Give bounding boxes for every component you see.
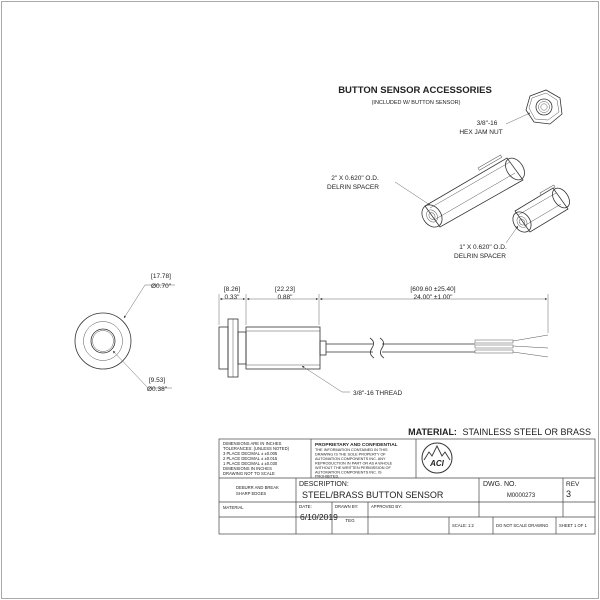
- front-view: [75, 273, 175, 393]
- approved-label: APPROVED BY:: [371, 504, 402, 509]
- drawn-by-label: DRAWN BY:: [335, 504, 359, 509]
- long-spacer-label-2: DELRIN SPACER: [327, 184, 379, 191]
- hex-nut-drawing: [526, 90, 562, 124]
- proprietary-line-1: THE INFORMATION CONTAINED IN THIS: [315, 448, 388, 452]
- short-spacer-label-2: DELRIN SPACER: [454, 253, 506, 260]
- date-value: 6/10/2019: [300, 512, 338, 522]
- nut-label-1: 3/8"-16: [476, 120, 498, 127]
- side-dim1-mm: [8.26]: [223, 286, 241, 293]
- description-label: DESCRIPTION:: [299, 481, 349, 488]
- side-dim1-in: 0.33": [224, 294, 240, 301]
- dwg-no-value: M0000273: [506, 493, 536, 499]
- material-field-label: MATERIAL: [223, 505, 244, 510]
- long-spacer-drawing: [418, 155, 529, 231]
- nut-label-2: HEX JAM NUT: [459, 129, 503, 136]
- deburr-line-1: DEBURR AND BREAK: [236, 485, 279, 490]
- material-label: MATERIAL:: [408, 427, 457, 437]
- tolerance-line-2: TOLERANCES: (UNLESS NOTED): [223, 446, 290, 451]
- accessories-section: [327, 85, 573, 260]
- accessories-subtitle: (INCLUDED W/ BUTTON SENSOR): [371, 100, 461, 106]
- proprietary-title: PROPRIETARY AND CONFIDENTIAL: [315, 443, 398, 448]
- proprietary-line-5: WITHOUT THE WRITTEN PERMISSION OF: [315, 466, 391, 470]
- description-value: STEEL/BRASS BUTTON SENSOR: [302, 490, 444, 500]
- front-dia-in: Ø0.70": [150, 283, 172, 290]
- accessories-title: BUTTON SENSOR ACCESSORIES: [338, 85, 492, 96]
- side-dim3-in: 24.00" ±1.00": [413, 294, 453, 301]
- tolerance-line-5: 1 PLACE DECIMAL ± ±0.030: [223, 461, 278, 466]
- side-dim3-mm: [609.60 ±25.40]: [410, 286, 456, 293]
- sheet-value: SHEET 1 OF 1: [559, 523, 587, 528]
- proprietary-line-2: DRAWING IS THE SOLE PROPERTY OF: [315, 452, 386, 457]
- rev-value: 3: [566, 489, 572, 499]
- logo-text: ACI: [430, 459, 444, 468]
- tolerance-line-4: 2 PLACE DECIMAL ± ±0.015: [223, 456, 278, 461]
- thread-label: 3/8"-16 THREAD: [353, 390, 403, 397]
- drawn-by-value: TEG: [345, 518, 355, 523]
- rev-label: REV: [566, 481, 580, 488]
- front-dia-mm: [17.78]: [151, 273, 171, 280]
- proprietary-line-7: PROHIBITED.: [315, 474, 340, 479]
- short-spacer-drawing: [509, 185, 573, 236]
- tolerance-line-3: 3 PLACE DECIMAL ± ±0.005: [223, 451, 278, 456]
- side-view: [219, 286, 548, 397]
- side-dim2-in: 0.88": [277, 294, 293, 301]
- tolerance-line-1: DIMENSIONS ARE IN INCHES: [223, 441, 282, 446]
- front-inner-in: Ø0.38": [146, 386, 168, 393]
- proprietary-line-6: AUTOMATION COMPONENTS INC. IS: [315, 470, 382, 475]
- material-callout: [408, 427, 591, 437]
- short-spacer-label-1: 1" X 0.620" O.D.: [459, 244, 507, 251]
- do-not-scale: DO NOT SCALE DRAWING: [496, 523, 549, 528]
- svg-text:MATERIAL: STAINLESS STEE: [408, 427, 591, 437]
- date-label: DATE:: [299, 504, 312, 509]
- material-value: STAINLESS STEEL OR BRASS: [462, 427, 591, 437]
- tolerance-line-7: DRAWING NOT TO SCALE: [223, 471, 275, 476]
- aci-logo: [422, 443, 452, 473]
- side-dim2-mm: [22.23]: [275, 286, 295, 293]
- scale-value: SCALE: 1:2: [452, 523, 474, 528]
- proprietary-line-4: REPRODUCTION IN PART OR AS A WHOLE: [315, 461, 393, 466]
- title-block: [219, 439, 595, 534]
- proprietary-line-3: AUTOMATION COMPONENTS INC. ANY: [315, 457, 386, 461]
- long-spacer-label-1: 2" X 0.620" O.D.: [331, 175, 379, 182]
- dwg-no-label: DWG. NO.: [483, 481, 517, 488]
- deburr-line-2: SHARP EDGES: [236, 491, 267, 496]
- tolerance-line-6: DIMENSIONS IN INCHES: [223, 466, 272, 471]
- front-inner-mm: [9.53]: [148, 377, 166, 384]
